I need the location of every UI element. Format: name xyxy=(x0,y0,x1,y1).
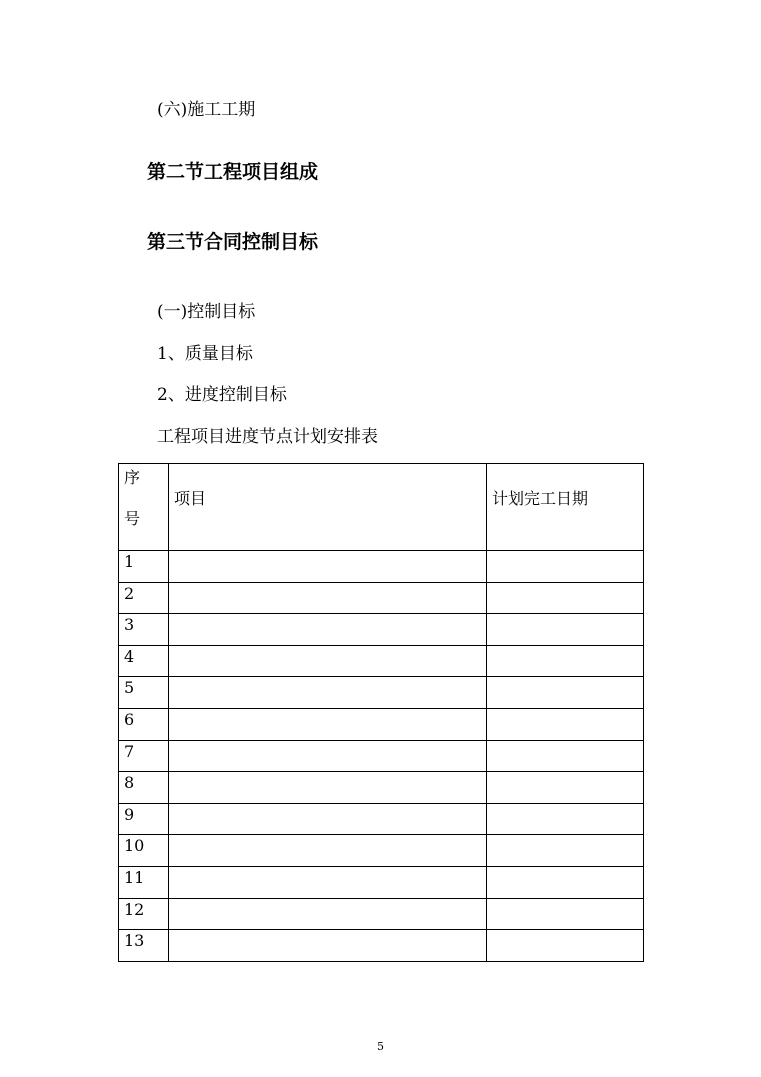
completion-date-column-header xyxy=(487,464,644,551)
seq-column-header xyxy=(119,464,169,551)
item-cell xyxy=(169,614,487,646)
completion-date-cell xyxy=(487,835,644,867)
item-cell xyxy=(169,551,487,583)
table-row xyxy=(119,866,644,898)
item-cell xyxy=(169,772,487,804)
table-row xyxy=(119,677,644,709)
completion-date-cell xyxy=(487,677,644,709)
schedule-table xyxy=(118,463,644,962)
completion-date-cell xyxy=(487,898,644,930)
table-row xyxy=(119,582,644,614)
table-row xyxy=(119,803,644,835)
completion-date-cell xyxy=(487,645,644,677)
table-row xyxy=(119,835,644,867)
item-cell xyxy=(169,898,487,930)
item-cell xyxy=(169,582,487,614)
section-three-heading: 第三节合同控制目标 xyxy=(147,231,319,253)
completion-date-header-label: 计划完工日期 xyxy=(492,489,589,508)
table-header-row xyxy=(119,464,644,551)
seq-cell: 13 xyxy=(119,930,169,962)
item-cell xyxy=(169,803,487,835)
completion-date-cell xyxy=(487,772,644,804)
item-cell xyxy=(169,866,487,898)
construction-period-heading: (六)施工工期 xyxy=(157,100,256,120)
table-row xyxy=(119,930,644,962)
seq-cell: 6 xyxy=(119,708,169,740)
schedule-table-body xyxy=(119,551,644,962)
item-cell xyxy=(169,930,487,962)
section-two-heading: 第二节工程项目组成 xyxy=(147,161,319,183)
completion-date-cell xyxy=(487,803,644,835)
completion-date-cell xyxy=(487,551,644,583)
table-caption: 工程项目进度节点计划安排表 xyxy=(157,427,378,447)
schedule-control-target-item: 2、进度控制目标 xyxy=(157,385,287,405)
seq-cell: 12 xyxy=(119,898,169,930)
quality-target-item: 1、质量目标 xyxy=(157,344,253,364)
seq-cell: 10 xyxy=(119,835,169,867)
completion-date-cell xyxy=(487,740,644,772)
item-header-label: 项目 xyxy=(174,489,207,508)
table-row xyxy=(119,708,644,740)
table-row xyxy=(119,645,644,677)
seq-cell: 5 xyxy=(119,677,169,709)
control-targets-heading: (一)控制目标 xyxy=(157,302,256,322)
item-cell xyxy=(169,740,487,772)
table-row xyxy=(119,614,644,646)
seq-cell: 4 xyxy=(119,645,169,677)
completion-date-cell xyxy=(487,582,644,614)
table-row xyxy=(119,772,644,804)
seq-header-char-1: 序 xyxy=(124,468,141,487)
completion-date-cell xyxy=(487,708,644,740)
seq-cell: 2 xyxy=(119,582,169,614)
item-cell xyxy=(169,645,487,677)
completion-date-cell xyxy=(487,866,644,898)
item-cell xyxy=(169,708,487,740)
seq-cell: 1 xyxy=(119,551,169,583)
seq-header-char-2: 号 xyxy=(124,509,141,528)
seq-cell: 8 xyxy=(119,772,169,804)
table-row xyxy=(119,898,644,930)
item-column-header xyxy=(169,464,487,551)
item-cell xyxy=(169,835,487,867)
seq-cell: 7 xyxy=(119,740,169,772)
seq-cell: 11 xyxy=(119,866,169,898)
table-row xyxy=(119,551,644,583)
completion-date-cell xyxy=(487,614,644,646)
item-cell xyxy=(169,677,487,709)
seq-cell: 9 xyxy=(119,803,169,835)
page-number: 5 xyxy=(377,1040,384,1053)
table-row xyxy=(119,740,644,772)
seq-cell: 3 xyxy=(119,614,169,646)
completion-date-cell xyxy=(487,930,644,962)
